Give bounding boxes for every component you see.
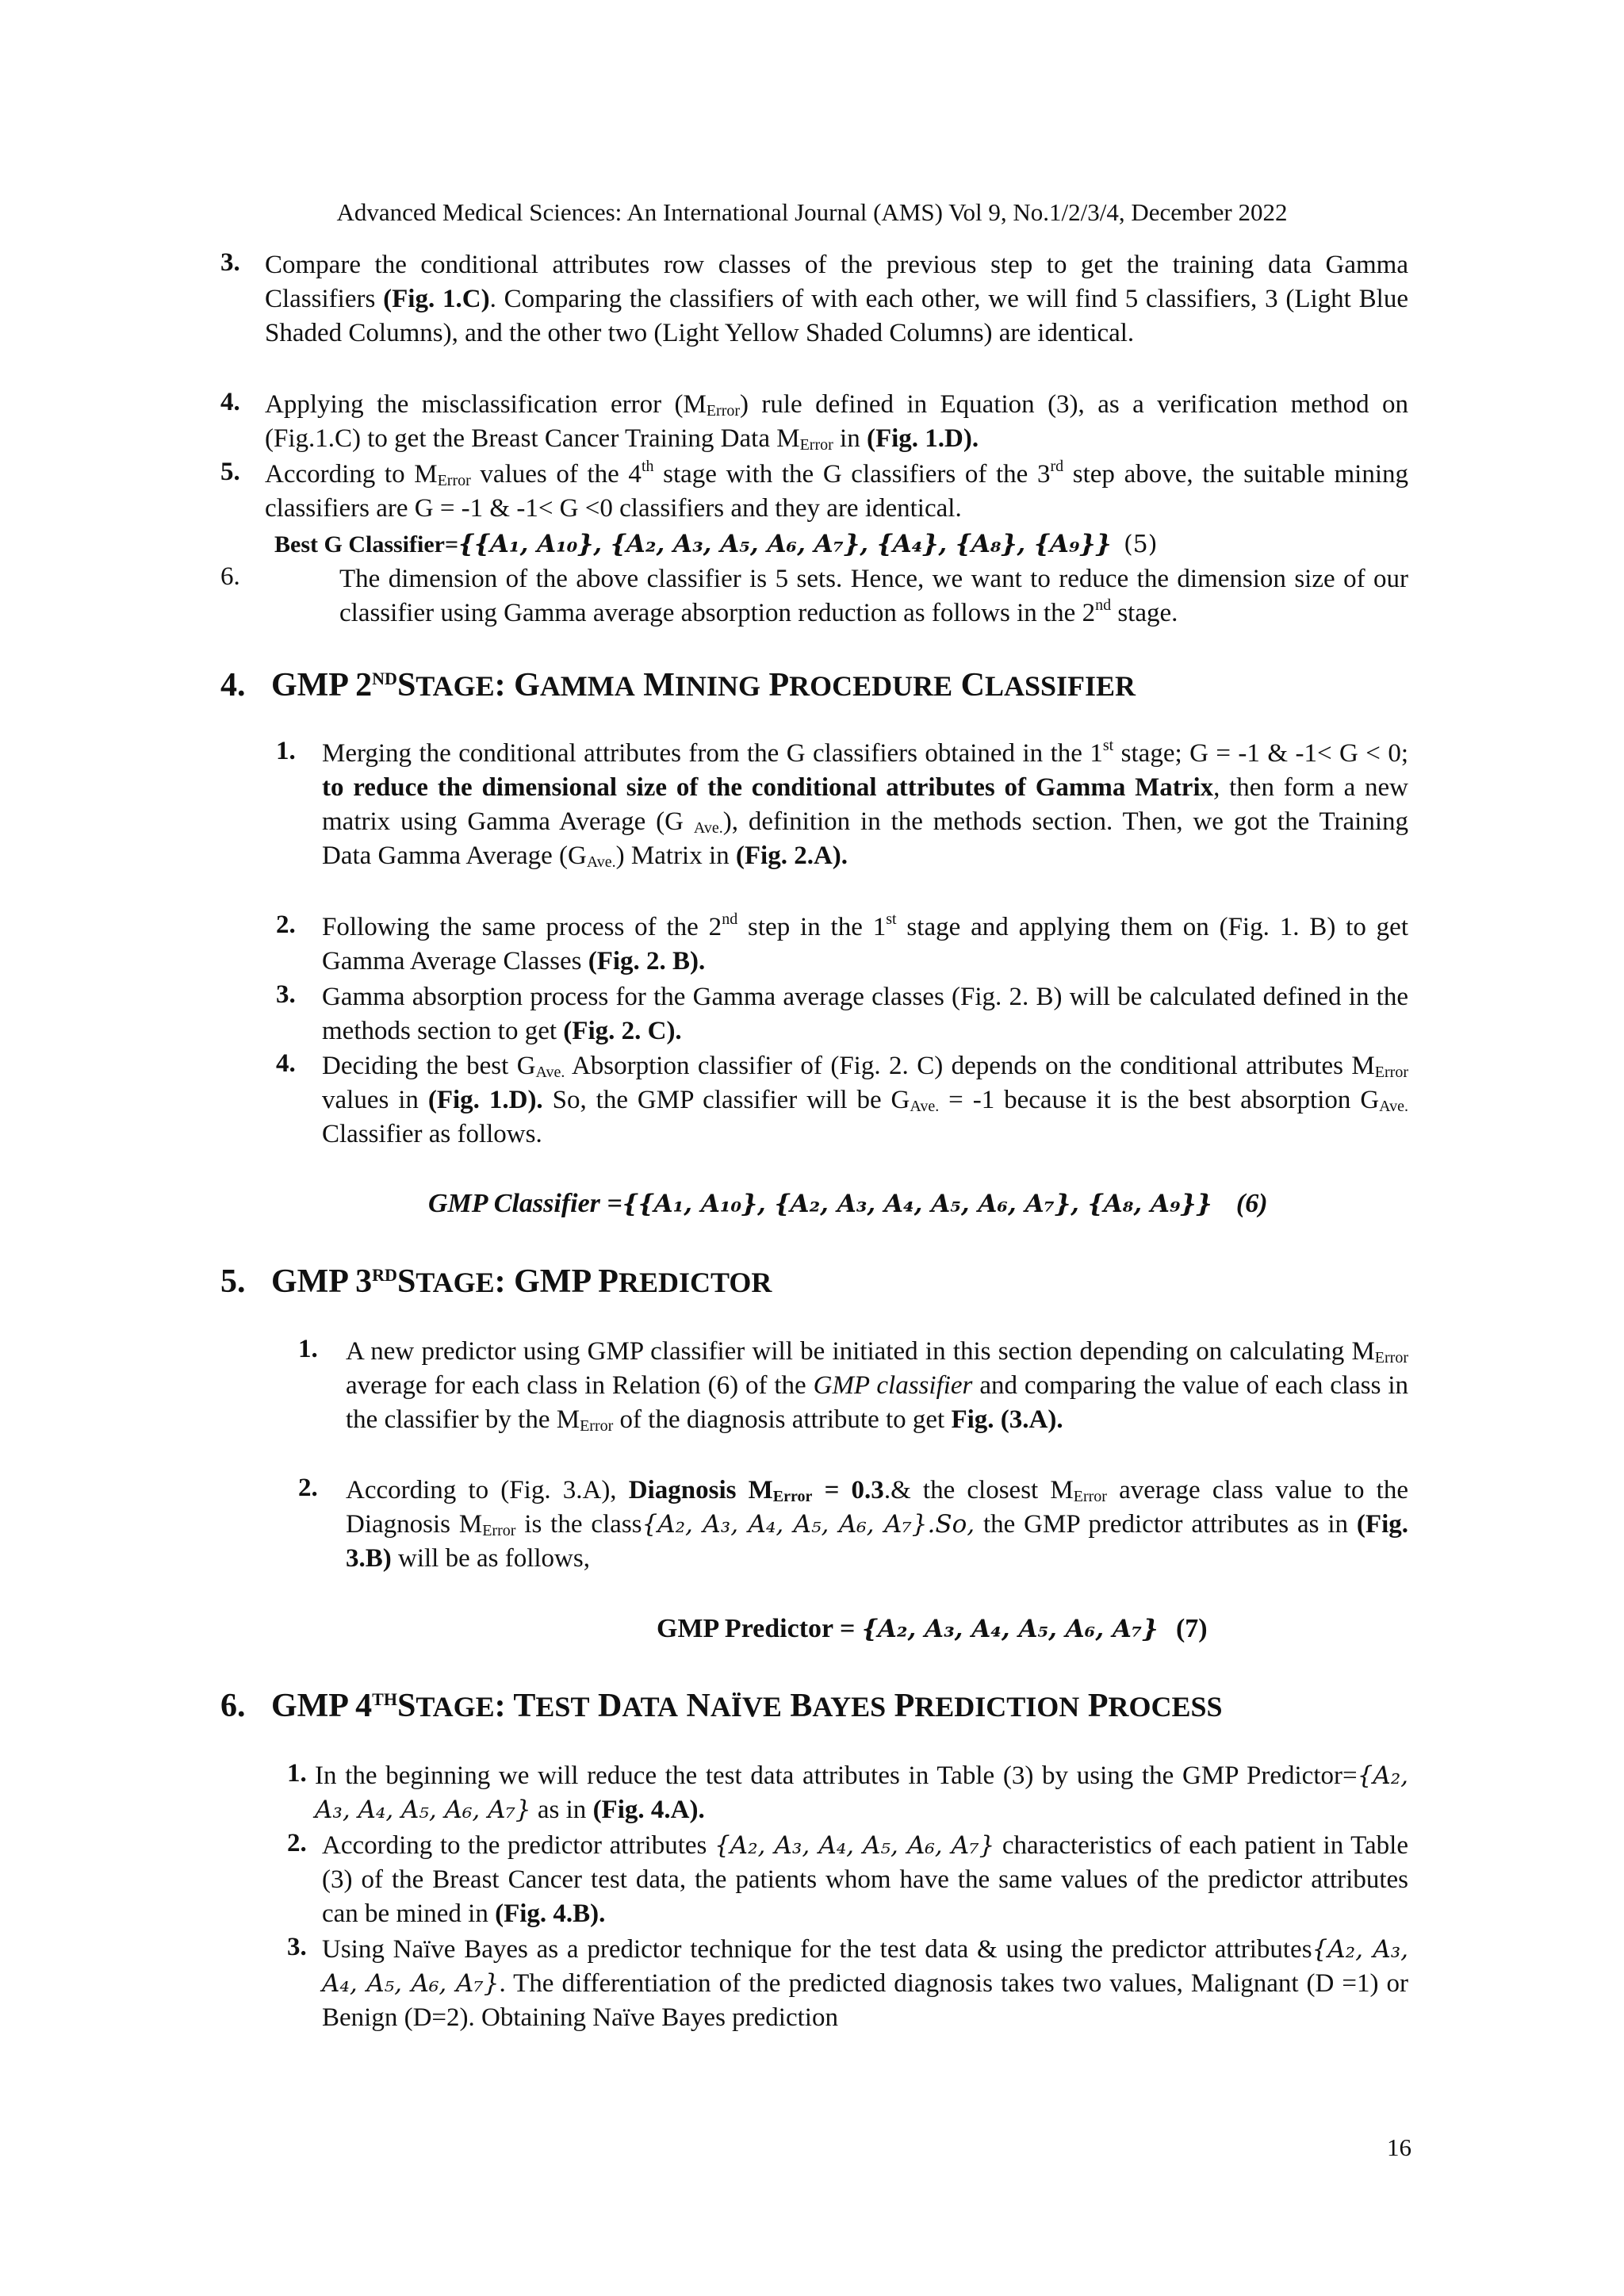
section-4-step-1: Merging the conditional attributes from the G classifiers obtained in the 1st stage; G = -1 & -1< G < 0; to reduce the dimensional size of the conditional attributes of Gamma Matrix, then form a new matrix using Gamma Average (G $_{Ave.}$), definition in the methods section. Then, we got the Training Data Gamma Average $(G_{Ave.})$ Matrix in (Fig. 2.A). bbox=[322, 737, 1408, 871]
section-5-step-1: A new predictor using GMP classifier will be initiated in this section depending on calculating $M_{Error}$ average for each class in Relation (6) of the GMP classifier and comparing the value of each class in the classifier by the $M_{Error}$ of the diagnosis attribute to get Fig. (3.A). bbox=[346, 1337, 1408, 1435]
best-g-classifier-equation: Best G Classifier={{A₁, A₁₀}, {A₂, A₃, A₅, A₆, A₇}, {A₄}, {A₈}, {A₉}} (5) bbox=[274, 530, 1158, 558]
section-6-step-3: Using Naïve Bayes as a predictor technique for the test data & using the predictor attributes{A₂, A₃, A₄, A₅, A₆, A₇}. The differentiation of the predicted diagnosis takes two values, Malignant (D =1) or Benign (D=2). Obtaining Naïve Bayes prediction bbox=[322, 1935, 1409, 2032]
step-number: 1. bbox=[298, 1335, 318, 1363]
step-number: 5. bbox=[220, 458, 240, 486]
section-5-step-2: According to (Fig. 3.A), Diagnosis $M_{Error}$ = 0.3.& the closest $M_{Error}$ average class value to the Diagnosis $M_{Error}$ is the class{A₂, A₃, A₄, A₅, A₆, A₇}.So, the GMP predictor attributes as in (Fig. 3.B) will be as follows, bbox=[346, 1476, 1408, 1573]
stage1-step-4: Applying the misclassification error $(M_{Error})$ rule defined in Equation (3), as a verification method on (Fig.1.C) to get the Breast Cancer Training Data $M_{Error}$ in (Fig. 1.D). bbox=[265, 390, 1408, 454]
step-number: 2. bbox=[287, 1829, 307, 1857]
stage1-step-6: The dimension of the above classifier is 5 sets. Hence, we want to reduce the dimension size of our classifier using Gamma average absorption reduction as follows in the 2nd stage. bbox=[339, 565, 1408, 627]
stage1-step-5: According to $M_{Error}$ values of the 4th stage with the G classifiers of the 3rd step above, the suitable mining classifiers are G = -1 & -1< G <0 classifiers and they are identical. bbox=[265, 458, 1408, 523]
section-4-step-3: Gamma absorption process for the Gamma average classes (Fig. 2. B) will be calculated defined in the methods section to get (Fig. 2. C). bbox=[322, 983, 1408, 1045]
step-number: 4. bbox=[276, 1049, 296, 1078]
page-number: 16 bbox=[1387, 2133, 1411, 2161]
running-header: Advanced Medical Sciences: An International Journal (AMS) Vol 9, No.1/2/3/4, December 2022 bbox=[336, 198, 1288, 226]
section-5-heading: 5. GMP 3RDSTAGE: GMP PREDICTOR bbox=[220, 1263, 772, 1300]
section-4-heading: 4. GMP 2NDSTAGE: GAMMA MINING PROCEDURE CLASSIFIER bbox=[220, 667, 1136, 703]
stage1-step-3: Compare the conditional attributes row classes of the previous step to get the training data Gamma Classifiers (Fig. 1.C). Comparing the classifiers of with each other, we will find 5 classifiers, 3 (Light Blue Shaded Columns), and the other two (Light Yellow Shaded Columns) are identical. bbox=[265, 251, 1408, 347]
step-number: 2. bbox=[298, 1474, 318, 1502]
step-number: 1. bbox=[287, 1759, 307, 1788]
step-number: 1. bbox=[276, 737, 296, 765]
step-number: 3. bbox=[287, 1933, 307, 1961]
section-6-step-1: In the beginning we will reduce the test data attributes in Table (3) by using the GMP Predictor={A₂, A₃, A₄, A₅, A₆, A₇} as in (Fig. 4.A). bbox=[315, 1761, 1408, 1824]
step-number: 3. bbox=[220, 248, 240, 277]
gmp-classifier-equation: GMP Classifier ={{A₁, A₁₀}, {A₂, A₃, A₄, A₅, A₆, A₇}, {A₈, A₉}} (6) bbox=[428, 1189, 1268, 1218]
step-number: 4. bbox=[220, 388, 240, 416]
gmp-predictor-equation: GMP Predictor = {A₂, A₃, A₄, A₅, A₆, A₇} (7) bbox=[657, 1614, 1208, 1643]
step-number: 6. bbox=[220, 562, 240, 591]
step-number: 3. bbox=[276, 980, 296, 1009]
section-4-step-4: Deciding the best $G_{Ave.}$ Absorption classifier of (Fig. 2. C) depends on the conditional attributes $M_{Error}$ values in (Fig. 1.D). So, the GMP classifier will be $G_{Ave.} = -1$ because it is the best absorption $G_{Ave.}$ Classifier as follows. bbox=[322, 1052, 1408, 1148]
section-4-step-2: Following the same process of the 2nd step in the 1st stage and applying them on (Fig. 1. B) to get Gamma Average Classes (Fig. 2. B). bbox=[322, 910, 1408, 976]
section-6-heading: 6. GMP 4THSTAGE: TEST DATA NAÏVE BAYES PREDICTION PROCESS bbox=[220, 1688, 1223, 1724]
step-number: 2. bbox=[276, 910, 296, 939]
section-6-step-2: According to the predictor attributes {A₂, A₃, A₄, A₅, A₆, A₇} characteristics of each patient in Table (3) of the Breast Cancer test data, the patients whom have the same values of the predictor attributes can be mined in (Fig. 4.B). bbox=[322, 1831, 1408, 1928]
